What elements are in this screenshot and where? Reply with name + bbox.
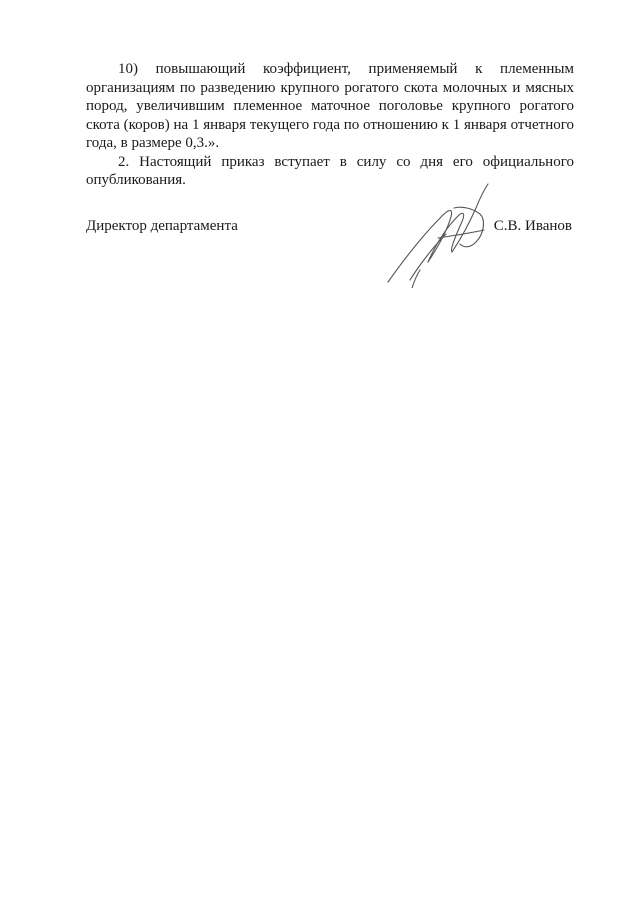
signatory-name: С.В. Иванов xyxy=(493,218,572,234)
handwritten-signature xyxy=(380,178,510,288)
document-body xyxy=(86,60,574,190)
paragraph-entry-into-force: 2. Настоящий приказ вступает в силу со дня его официального опубликования. xyxy=(86,153,574,188)
paragraph-item-10: 10) повышающий коэффициент, применяемый к племенным организациям по разведению крупного рогатого скота молочных и мясных пород, увеличившим племенное маточное поголовье крупного рогатого скота (коров) на 1 января текущего года по отношению к 1 января отчетного года, в размере 0,3.». xyxy=(86,61,574,151)
signatory-position: Директор департамента xyxy=(86,218,238,234)
